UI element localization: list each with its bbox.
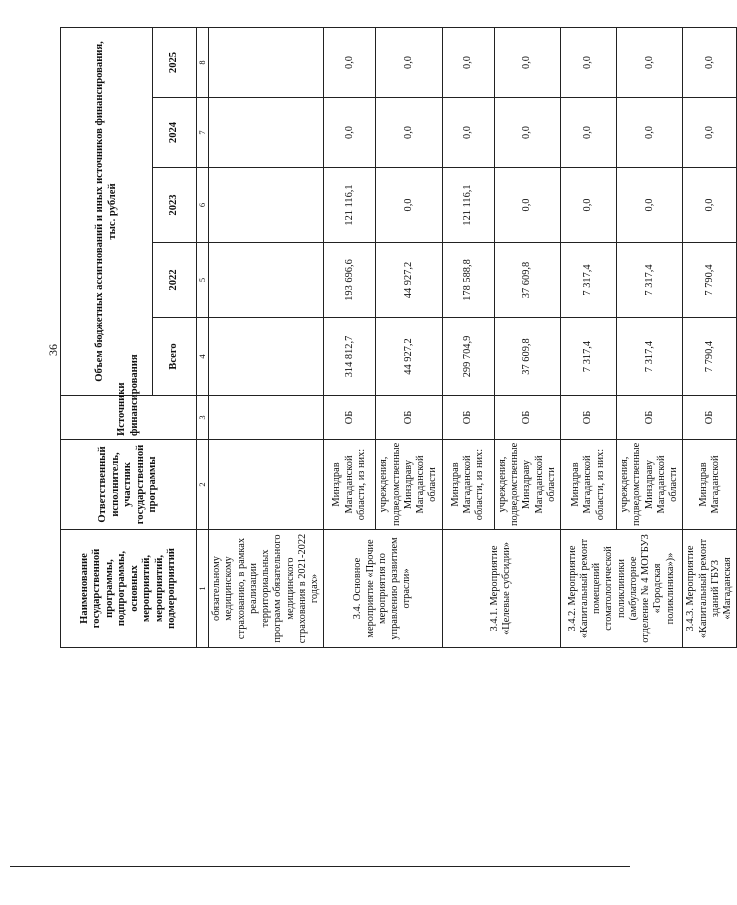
row-name: 3.4. Основное мероприятие «Прочие мероприятия по управлению развитием отрасли» bbox=[324, 530, 442, 648]
header-source: Источники финансирования bbox=[61, 396, 197, 440]
y2023-cell: 121 116,1 bbox=[442, 168, 494, 243]
rotated-page-content bbox=[60, 28, 734, 648]
header-2022: 2022 bbox=[153, 243, 197, 318]
y2023-cell: 0,0 bbox=[683, 168, 737, 243]
source-cell: ОБ bbox=[324, 396, 376, 440]
y2024-cell: 0,0 bbox=[376, 98, 442, 168]
row-name: 3.4.2. Мероприятие «Капитальный ремонт помещений стоматологической поликлиники (амбулаторное отделение № 4 МОГБУЗ «Городская поликлиника»)» bbox=[561, 530, 683, 648]
executor-cell: Минздрав Магаданской области, из них: bbox=[324, 440, 376, 530]
header-total: Всего bbox=[153, 318, 197, 396]
table-row bbox=[683, 27, 737, 647]
total-cell: 314 812,7 bbox=[324, 318, 376, 396]
y2024-cell: 0,0 bbox=[561, 98, 617, 168]
index-cell: 4 bbox=[197, 318, 209, 396]
executor-cell: Минздрав Магаданской области, из них: bbox=[561, 440, 617, 530]
executor-cell: Минздрав Магаданской области, из них: bbox=[442, 440, 494, 530]
y2025-cell: 0,0 bbox=[442, 27, 494, 97]
index-cell: 7 bbox=[197, 98, 209, 168]
index-cell: 1 bbox=[197, 530, 209, 648]
y2022-cell: 7 317,4 bbox=[561, 243, 617, 318]
total-cell: 299 704,9 bbox=[442, 318, 494, 396]
y2025-cell: 0,0 bbox=[683, 27, 737, 97]
y2024-cell: 0,0 bbox=[442, 98, 494, 168]
y2022-cell: 37 609,8 bbox=[494, 243, 560, 318]
y2023-cell: 121 116,1 bbox=[324, 168, 376, 243]
index-cell: 6 bbox=[197, 168, 209, 243]
y2025-cell: 0,0 bbox=[324, 27, 376, 97]
total-cell: 44 927,2 bbox=[376, 318, 442, 396]
total-cell: 7 790,4 bbox=[683, 318, 737, 396]
total-cell: 37 609,8 bbox=[494, 318, 560, 396]
table-row bbox=[442, 27, 494, 647]
continuation-row bbox=[209, 27, 324, 647]
page-number: 36 bbox=[46, 344, 60, 356]
y2025-cell: 0,0 bbox=[561, 27, 617, 97]
y2023-cell: 0,0 bbox=[617, 168, 683, 243]
index-row bbox=[197, 27, 209, 647]
continuation-text: обязательному медицинскому страхованию, в рамках реализации территориальных программ обязательного медицинского страхования в 2021-2022 годах» bbox=[209, 530, 324, 648]
y2023-cell: 0,0 bbox=[376, 168, 442, 243]
header-row bbox=[61, 27, 153, 647]
index-cell: 3 bbox=[197, 396, 209, 440]
index-cell: 5 bbox=[197, 243, 209, 318]
source-cell: ОБ bbox=[561, 396, 617, 440]
header-2024: 2024 bbox=[153, 98, 197, 168]
header-name: Наименование государственной программы, подпрограммы, основных мероприятий, мероприятий, подмероприятий bbox=[61, 530, 197, 648]
y2025-cell: 0,0 bbox=[376, 27, 442, 97]
page-divider bbox=[10, 866, 630, 867]
source-cell: ОБ bbox=[376, 396, 442, 440]
source-cell: ОБ bbox=[683, 396, 737, 440]
source-cell: ОБ bbox=[617, 396, 683, 440]
executor-cell: учреждения, подведомственные Минздраву Магаданской области bbox=[617, 440, 683, 530]
y2022-cell: 178 588,8 bbox=[442, 243, 494, 318]
y2025-cell: 0,0 bbox=[494, 27, 560, 97]
y2024-cell: 0,0 bbox=[494, 98, 560, 168]
executor-cell: Минздрав Магаданской bbox=[683, 440, 737, 530]
y2024-cell: 0,0 bbox=[324, 98, 376, 168]
executor-cell: учреждения, подведомственные Минздраву Магаданской области bbox=[494, 440, 560, 530]
y2024-cell: 0,0 bbox=[617, 98, 683, 168]
row-name: 3.4.1. Мероприятие «Целевые субсидии» bbox=[442, 530, 560, 648]
y2022-cell: 44 927,2 bbox=[376, 243, 442, 318]
y2023-cell: 0,0 bbox=[494, 168, 560, 243]
source-cell: ОБ bbox=[494, 396, 560, 440]
y2022-cell: 7 317,4 bbox=[617, 243, 683, 318]
total-cell: 7 317,4 bbox=[617, 318, 683, 396]
header-2025: 2025 bbox=[153, 27, 197, 97]
y2023-cell: 0,0 bbox=[561, 168, 617, 243]
header-executor: Ответственный исполнитель, участник государственной программы bbox=[61, 440, 197, 530]
row-name: 3.4.3. Мероприятие «Капитальный ремонт зданий ГБУЗ «Магаданская bbox=[683, 530, 737, 648]
table-row bbox=[561, 27, 617, 647]
header-budget-group: Объем бюджетных ассигнований и иных источников финансирования, тыс. рублей bbox=[61, 27, 153, 395]
budget-table bbox=[60, 27, 737, 648]
y2022-cell: 7 790,4 bbox=[683, 243, 737, 318]
y2022-cell: 193 696,6 bbox=[324, 243, 376, 318]
y2024-cell: 0,0 bbox=[683, 98, 737, 168]
header-2023: 2023 bbox=[153, 168, 197, 243]
source-cell: ОБ bbox=[442, 396, 494, 440]
y2025-cell: 0,0 bbox=[617, 27, 683, 97]
table-row bbox=[324, 27, 376, 647]
index-cell: 2 bbox=[197, 440, 209, 530]
executor-cell: учреждения, подведомственные Минздраву Магаданской области bbox=[376, 440, 442, 530]
index-cell: 8 bbox=[197, 27, 209, 97]
total-cell: 7 317,4 bbox=[561, 318, 617, 396]
